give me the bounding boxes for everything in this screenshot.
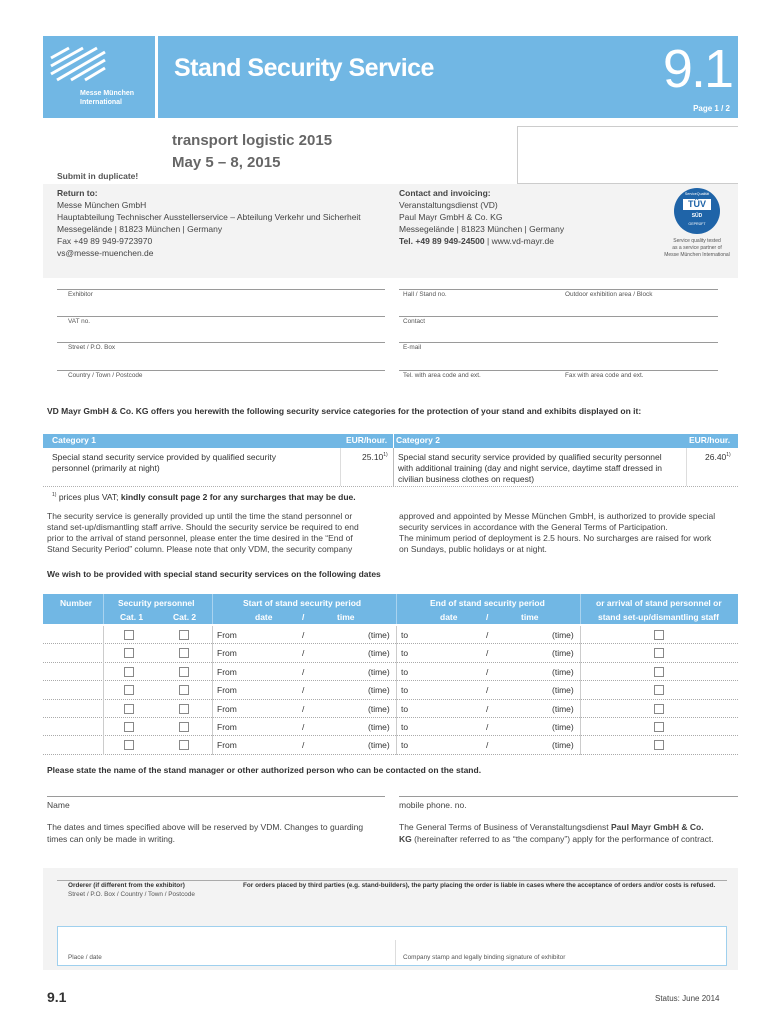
- tuv-name: TÜV: [683, 199, 711, 210]
- to-label: to: [401, 648, 409, 659]
- arrival-checkbox[interactable]: [654, 630, 664, 640]
- col-start-date: date: [255, 612, 273, 622]
- body-right-3: The minimum period of deployment is 2.5 hours. No surcharges are raised for work: [399, 533, 712, 543]
- body-left-1: The security service is generally provided up until the time the stand personnel or: [47, 511, 353, 521]
- end-time[interactable]: (time): [552, 666, 574, 677]
- cat2-price: [705, 452, 731, 462]
- cat1-checkbox[interactable]: [124, 722, 134, 732]
- return-line-3: Messegelände | 81823 München | Germany: [57, 224, 223, 234]
- cat1-desc-2: personnel (primarily at night): [52, 463, 160, 473]
- form-number: 9.1: [662, 39, 732, 99]
- from-label: From: [217, 740, 237, 751]
- from-label: From: [217, 648, 237, 659]
- title-bar: [158, 36, 738, 118]
- field-email[interactable]: E-mail: [403, 344, 422, 351]
- table-row: [43, 626, 738, 644]
- col-end: End of stand security period: [430, 598, 545, 608]
- third-party-note: For orders placed by third parties (e.g. stand-builders), the party placing the order is liable in cases where the acceptance of orders and/or costs is refused.: [243, 882, 716, 889]
- contact-tel: [399, 235, 554, 247]
- name-field[interactable]: Name: [47, 800, 70, 810]
- from-label: From: [217, 722, 237, 732]
- cat2-desc-2: with additional training (day and night service, daytime staff dressed in: [398, 463, 662, 473]
- return-line-4: Fax +49 89 949-9723970: [57, 236, 153, 246]
- col-end-slash: /: [486, 612, 489, 622]
- field-street[interactable]: Street / P.O. Box: [68, 344, 116, 351]
- event-name: transport logistic 2015: [172, 132, 333, 149]
- start-slash: /: [302, 703, 305, 714]
- to-label: to: [401, 630, 409, 640]
- cat2-checkbox[interactable]: [179, 685, 189, 695]
- offer-heading: VD Mayr GmbH & Co. KG offers you herewith the following security service categories for the protection of your stand and exhibits displayed on it:: [47, 406, 642, 416]
- terms-1: [399, 822, 704, 834]
- category-header: [43, 434, 738, 448]
- contact-tel-number: Tel. +49 89 949-24500: [399, 236, 485, 246]
- tuv-sub: SÜD: [691, 213, 703, 219]
- arrival-checkbox[interactable]: [654, 667, 664, 677]
- contact-tel-web: | www.vd-mayr.de: [487, 236, 554, 246]
- field-exhibitor[interactable]: Exhibitor: [68, 291, 93, 298]
- col-start-slash: /: [302, 612, 305, 622]
- cat1-header: Category 1: [52, 435, 96, 445]
- contact-line-2: Paul Mayr GmbH & Co. KG: [399, 212, 503, 222]
- end-slash: /: [486, 685, 489, 696]
- logo-text-1: Messe München: [80, 90, 135, 97]
- manager-heading: Please state the name of the stand manager or other authorized person who can be contacted on the stand.: [47, 765, 482, 775]
- col-arrival: or arrival of stand personnel or: [596, 598, 722, 608]
- field-hall[interactable]: Hall / Stand no.: [403, 291, 447, 298]
- body-right-2: security services in accordance with the General Terms of Participation.: [399, 522, 668, 532]
- body-right-4: on Sundays, public holidays or at night.: [399, 544, 547, 554]
- start-time[interactable]: (time): [368, 722, 390, 732]
- signature-box[interactable]: [57, 926, 727, 966]
- end-slash: /: [486, 630, 489, 640]
- terms-2: [399, 834, 714, 846]
- col-end-date: date: [440, 612, 458, 622]
- terms-1-b: Paul Mayr GmbH & Co.: [611, 822, 704, 832]
- col-start-time: time: [337, 612, 355, 622]
- start-slash: /: [302, 722, 305, 732]
- cat2-checkbox[interactable]: [179, 722, 189, 732]
- table-row: [43, 700, 738, 718]
- start-slash: /: [302, 648, 305, 659]
- arrival-checkbox[interactable]: [654, 685, 664, 695]
- messe-logo-icon: [49, 44, 109, 84]
- field-outdoor[interactable]: Outdoor exhibition area / Block: [565, 291, 653, 298]
- stamp-label: Company stamp and legally binding signature of exhibitor: [403, 954, 566, 961]
- cat1-price-value: 25.10: [362, 452, 384, 462]
- col-start: Start of stand security period: [243, 598, 362, 608]
- arrival-checkbox[interactable]: [654, 722, 664, 732]
- tuv-top: ServiceQualität: [684, 192, 710, 196]
- end-slash: /: [486, 666, 489, 677]
- tuv-badge: [674, 188, 720, 234]
- cat2-checkbox[interactable]: [179, 704, 189, 714]
- end-slash: /: [486, 648, 489, 659]
- cat2-price-header: EUR/hour.: [689, 435, 731, 445]
- cat1-checkbox[interactable]: [124, 667, 134, 677]
- contact-line-3: Messegelände | 81823 München | Germany: [399, 224, 565, 234]
- body-left-4: Stand Security Period” column. Please note that only VDM, the security company: [47, 544, 353, 554]
- col-cat2: Cat. 2: [173, 612, 197, 622]
- tuv-bottom: GEPRÜFT: [688, 222, 706, 226]
- footer-status: Status: June 2014: [655, 994, 720, 1003]
- cat1-desc-1: Special stand security service provided by qualified security: [52, 452, 276, 462]
- field-country[interactable]: Country / Town / Postcode: [68, 372, 143, 379]
- end-slash: /: [486, 703, 489, 714]
- start-slash: /: [302, 666, 305, 677]
- orderer-sub[interactable]: Street / P.O. Box / Country / Town / Postcode: [68, 891, 195, 898]
- cat2-checkbox[interactable]: [179, 630, 189, 640]
- field-fax[interactable]: Fax with area code and ext.: [565, 372, 644, 379]
- to-label: to: [401, 666, 409, 677]
- end-time[interactable]: (time): [552, 648, 574, 659]
- from-label: From: [217, 630, 237, 640]
- to-label: to: [401, 703, 409, 714]
- event-dates: May 5 – 8, 2015: [172, 154, 281, 171]
- end-slash: /: [486, 740, 489, 751]
- place-date: Place / date: [68, 954, 102, 961]
- orderer-label: Orderer (if different from the exhibitor): [68, 882, 185, 889]
- return-line-1: Messe München GmbH: [57, 200, 147, 210]
- terms-2-b: (hereinafter referred to as “the company”) apply for the performance of contract.: [414, 834, 714, 844]
- submit-note: Submit in duplicate!: [57, 171, 139, 181]
- return-line-5: vs@messe-muenchen.de: [57, 248, 154, 258]
- from-label: From: [217, 666, 237, 677]
- end-time[interactable]: (time): [552, 740, 574, 751]
- cat2-checkbox[interactable]: [179, 667, 189, 677]
- start-time[interactable]: (time): [368, 703, 390, 714]
- body-left-2: stand set-up/dismantling staff arrive. Should the security service be required to end: [47, 522, 359, 532]
- table-row: [43, 736, 738, 754]
- table-row: [43, 644, 738, 662]
- cat2-checkbox[interactable]: [179, 648, 189, 658]
- end-time[interactable]: (time): [552, 703, 574, 714]
- col-arrival-2: stand set-up/dismantling staff: [598, 612, 719, 622]
- return-to-label: Return to:: [57, 188, 98, 198]
- to-label: to: [401, 685, 409, 696]
- cat2-desc-1: Special stand security service provided by qualified security personnel: [398, 452, 662, 462]
- from-label: From: [217, 685, 237, 696]
- start-time[interactable]: (time): [368, 685, 390, 696]
- end-time[interactable]: (time): [552, 685, 574, 696]
- footnote-plain: prices plus VAT;: [58, 492, 119, 502]
- start-time[interactable]: (time): [368, 648, 390, 659]
- table-row: [43, 718, 738, 736]
- terms-2-a: KG: [399, 834, 412, 844]
- contact-line-1: Veranstaltungsdienst (VD): [399, 200, 498, 210]
- start-slash: /: [302, 740, 305, 751]
- col-end-time: time: [521, 612, 539, 622]
- start-slash: /: [302, 685, 305, 696]
- field-tel[interactable]: Tel. with area code and ext.: [403, 372, 481, 379]
- col-number: Number: [60, 598, 93, 608]
- to-label: to: [401, 740, 409, 751]
- start-time[interactable]: (time): [368, 740, 390, 751]
- cat2-header: Category 2: [396, 435, 440, 445]
- cat1-price-header: EUR/hour.: [346, 435, 388, 445]
- body-left-3: prior to the arrival of stand personnel, please enter the time desired in the “End of: [47, 533, 353, 543]
- terms-1-a: The General Terms of Business of Veranstaltungsdienst: [399, 822, 609, 832]
- from-label: From: [217, 703, 237, 714]
- logo-block: [43, 36, 155, 118]
- contact-label: Contact and invoicing:: [399, 188, 491, 198]
- page-title: Stand Security Service: [174, 54, 434, 82]
- return-line-2: Hauptabteilung Technischer Ausstellerservice – Abteilung Verkehr und Sicherheit: [57, 212, 361, 222]
- cat2-price-value: 26.40: [705, 452, 727, 462]
- tuv-note-1: Service quality tested: [673, 238, 721, 244]
- footnote: [52, 492, 356, 502]
- end-slash: /: [486, 722, 489, 732]
- footnote-bold: kindly consult page 2 for any surcharges that may be due.: [120, 492, 356, 502]
- end-time[interactable]: (time): [552, 722, 574, 732]
- tuv-note-3: Messe München International: [664, 252, 730, 258]
- field-contact[interactable]: Contact: [403, 318, 426, 325]
- start-slash: /: [302, 630, 305, 640]
- cat1-checkbox[interactable]: [124, 648, 134, 658]
- field-vat[interactable]: VAT no.: [68, 318, 91, 325]
- mobile-field[interactable]: mobile phone. no.: [399, 800, 467, 810]
- footnote-mark: 1): [52, 492, 57, 499]
- cat1-price: [362, 452, 388, 462]
- col-personnel: Security personnel: [118, 598, 195, 608]
- start-time[interactable]: (time): [368, 666, 390, 677]
- cat1-checkbox[interactable]: [124, 630, 134, 640]
- body-right-1: approved and appointed by Messe München GmbH, is authorized to provide special: [399, 511, 716, 521]
- col-cat1: Cat. 1: [120, 612, 144, 622]
- logo-text-2: International: [80, 99, 123, 106]
- cat1-checkbox[interactable]: [124, 704, 134, 714]
- arrival-checkbox[interactable]: [654, 704, 664, 714]
- arrival-checkbox[interactable]: [654, 740, 664, 750]
- arrival-checkbox[interactable]: [654, 648, 664, 658]
- cat1-checkbox[interactable]: [124, 740, 134, 750]
- to-label: to: [401, 722, 409, 732]
- event-box: [517, 126, 738, 184]
- reserve-2: times can only be made in writing.: [47, 834, 176, 844]
- page-indicator: Page 1 / 2: [693, 104, 730, 113]
- end-time[interactable]: (time): [552, 630, 574, 640]
- tuv-note-2: as a service partner of: [672, 245, 722, 251]
- cat2-desc-3: civilian business clothes on request): [398, 474, 535, 484]
- dates-heading: We wish to be provided with special stand security services on the following dates: [47, 569, 381, 579]
- cat1-price-note: 1): [383, 452, 388, 459]
- table-row: [43, 681, 738, 699]
- cat2-checkbox[interactable]: [179, 740, 189, 750]
- start-time[interactable]: (time): [368, 630, 390, 640]
- table-row: [43, 663, 738, 681]
- footer-form-number: 9.1: [47, 989, 67, 1005]
- cat1-checkbox[interactable]: [124, 685, 134, 695]
- cat2-price-note: 1): [726, 452, 731, 459]
- reserve-1: The dates and times specified above will be reserved by VDM. Changes to guarding: [47, 822, 364, 832]
